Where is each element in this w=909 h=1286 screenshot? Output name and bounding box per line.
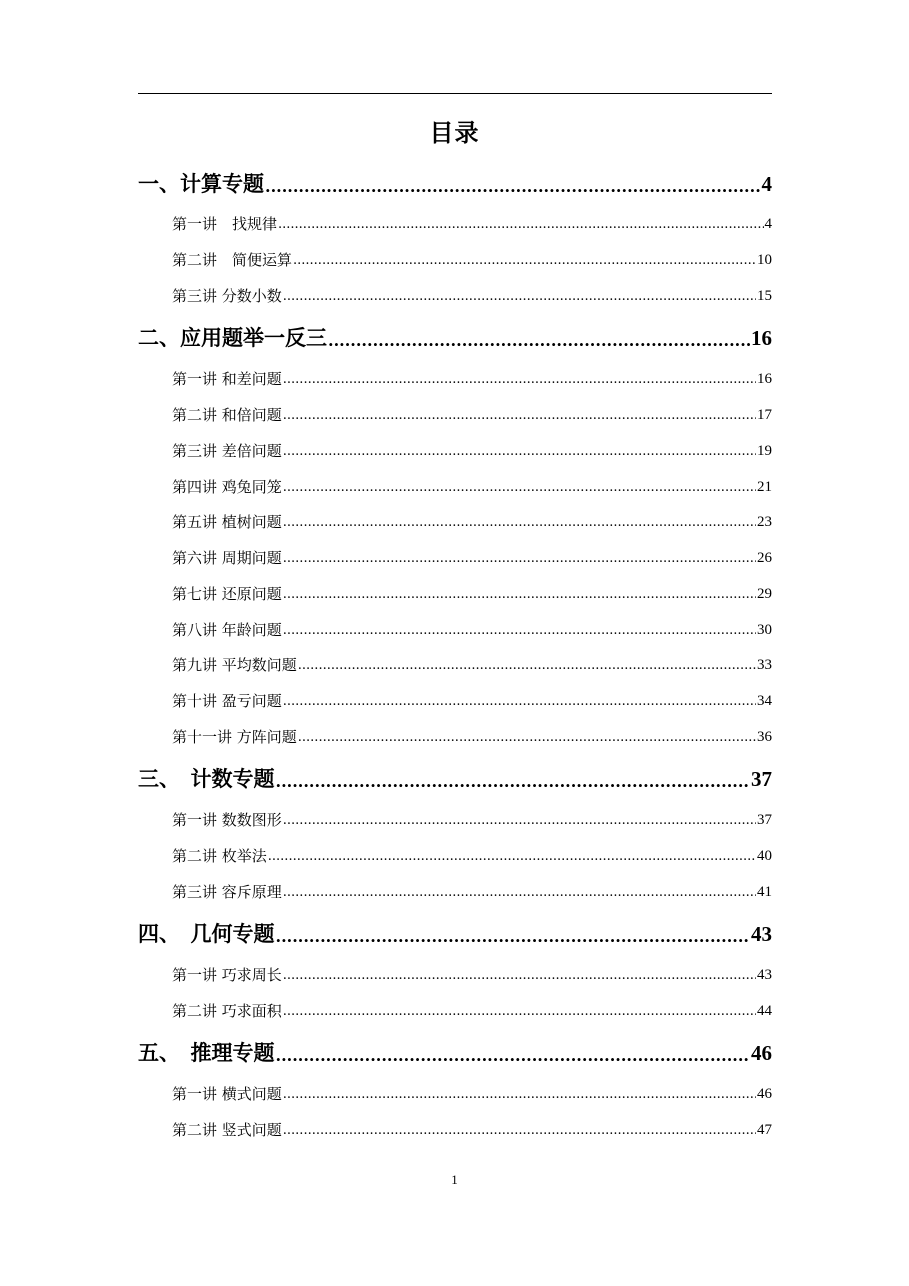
toc-entry-label: 第三讲 差倍问题: [172, 442, 282, 460]
toc-lecture[interactable]: [172, 617, 772, 641]
toc-entry-page: 36: [757, 729, 772, 745]
page-title: 目录: [429, 118, 480, 147]
toc-dot-leader: [276, 771, 751, 793]
toc-dot-leader: [328, 330, 750, 352]
toc-entry-label: 第一讲 和差问题: [172, 370, 282, 388]
toc-entry-label: 第二讲 巧求面积: [172, 1002, 282, 1020]
toc-entry-page: 23: [757, 514, 772, 530]
toc-dot-leader: [283, 287, 756, 307]
toc-entry-label: 第一讲 横式问题: [172, 1085, 282, 1103]
toc-entry-label: 第八讲 年龄问题: [172, 621, 282, 639]
toc-entry-label: 第二讲 简便运算: [172, 251, 293, 269]
toc-dot-leader: [283, 513, 756, 533]
toc-dot-leader: [283, 370, 756, 390]
header-rule: [138, 93, 772, 94]
toc-entry-label: 第一讲 巧求周长: [172, 966, 282, 984]
toc-entry-page: 47: [757, 1122, 772, 1138]
toc-entry-page: 40: [757, 848, 772, 864]
toc-entry-label: 五、 推理专题: [138, 1040, 275, 1065]
toc-dot-leader: [283, 585, 756, 605]
toc-lecture[interactable]: [172, 688, 772, 712]
toc-lecture[interactable]: [172, 843, 772, 867]
toc-lecture[interactable]: [172, 1081, 772, 1105]
toc-lecture[interactable]: [172, 652, 772, 676]
toc-entry-label: 第五讲 植树问题: [172, 513, 282, 531]
toc-lecture[interactable]: [172, 545, 772, 569]
toc-dot-leader: [298, 656, 756, 676]
page-number-footer: 1: [451, 1172, 458, 1187]
toc-entry-label: 第六讲 周期问题: [172, 549, 282, 567]
toc-entry-page: 29: [757, 586, 772, 602]
toc-lecture[interactable]: [172, 211, 772, 235]
toc-entry-label: 三、 计数专题: [138, 766, 275, 791]
toc-section-geometry[interactable]: [138, 918, 772, 948]
toc-lecture[interactable]: [172, 509, 772, 533]
toc-entry-page: 10: [757, 252, 772, 268]
toc-dot-leader: [283, 692, 756, 712]
toc-entry-label: 第一讲 数数图形: [172, 811, 282, 829]
toc-entry-page: 16: [757, 371, 772, 387]
toc-lecture[interactable]: [172, 283, 772, 307]
toc-dot-leader: [268, 847, 756, 867]
toc-entry-label: 第七讲 还原问题: [172, 585, 282, 603]
toc-entry-page: 15: [757, 288, 772, 304]
toc-dot-leader: [283, 883, 756, 903]
toc-entry-page: 33: [757, 657, 772, 673]
toc-dot-leader: [265, 176, 761, 198]
toc-entry-label: 第四讲 鸡兔同笼: [172, 478, 282, 496]
toc-entry-page: 34: [757, 693, 772, 709]
toc-entry-label: 第二讲 竖式问题: [172, 1121, 282, 1139]
toc-dot-leader: [283, 549, 756, 569]
toc-dot-leader: [283, 1085, 756, 1105]
toc-lecture[interactable]: [172, 998, 772, 1022]
toc-dot-leader: [298, 728, 756, 748]
toc-entry-page: 46: [751, 1041, 772, 1065]
toc-entry-page: 30: [757, 622, 772, 638]
toc-lecture[interactable]: [172, 581, 772, 605]
toc-entry-page: 17: [757, 407, 772, 423]
toc-section-word-problems[interactable]: [138, 322, 772, 352]
toc-entry-page: 41: [757, 884, 772, 900]
toc-entry-page: 44: [757, 1003, 772, 1019]
toc-lecture[interactable]: [172, 438, 772, 462]
toc-entry-label: 第九讲 平均数问题: [172, 656, 297, 674]
toc-entry-page: 16: [751, 326, 772, 350]
toc-entry-page: 43: [757, 967, 772, 983]
toc-entry-label: 四、 几何专题: [138, 921, 275, 946]
toc-entry-label: 二、应用题举一反三: [138, 325, 327, 350]
toc-section-counting[interactable]: [138, 763, 772, 793]
toc-entry-label: 第十一讲 方阵问题: [172, 728, 297, 746]
toc-lecture[interactable]: [172, 1117, 772, 1141]
toc-entry-page: 46: [757, 1086, 772, 1102]
toc-entry-page: 21: [757, 479, 772, 495]
toc-lecture[interactable]: [172, 807, 772, 831]
toc-dot-leader: [283, 442, 756, 462]
toc-dot-leader: [283, 406, 756, 426]
toc-entry-label: 第十讲 盈亏问题: [172, 692, 282, 710]
toc-entry-page: 43: [751, 922, 772, 946]
toc-entry-label: 第二讲 枚举法: [172, 847, 267, 865]
toc-entry-label: 第三讲 容斥原理: [172, 883, 282, 901]
toc-entry-page: 26: [757, 550, 772, 566]
toc-lecture[interactable]: [172, 366, 772, 390]
toc-lecture[interactable]: [172, 879, 772, 903]
toc-dot-leader: [276, 1045, 751, 1067]
toc-lecture[interactable]: [172, 474, 772, 498]
toc-entry-page: 37: [751, 767, 772, 791]
toc-entry-page: 19: [757, 443, 772, 459]
toc-dot-leader: [278, 215, 763, 235]
toc-dot-leader: [276, 926, 751, 948]
toc-entry-page: 4: [764, 216, 772, 232]
toc-entry-page: 37: [757, 812, 772, 828]
toc-entry-label: 一、计算专题: [138, 171, 264, 196]
toc-entry-label: 第二讲 和倍问题: [172, 406, 282, 424]
toc-lecture[interactable]: [172, 402, 772, 426]
toc-dot-leader: [293, 251, 756, 271]
toc-dot-leader: [283, 478, 756, 498]
toc-entry-page: 4: [761, 172, 772, 196]
toc-entry-label: 第一讲 找规律: [172, 215, 278, 233]
toc-section-calculation[interactable]: [138, 168, 772, 198]
toc-dot-leader: [283, 811, 756, 831]
toc-lecture[interactable]: [172, 247, 772, 271]
toc-lecture[interactable]: [172, 962, 772, 986]
toc-dot-leader: [283, 966, 756, 986]
toc-dot-leader: [283, 1121, 756, 1141]
toc-section-reasoning[interactable]: [138, 1037, 772, 1067]
toc-dot-leader: [283, 1002, 756, 1022]
toc-lecture[interactable]: [172, 724, 772, 748]
toc-entry-label: 第三讲 分数小数: [172, 287, 282, 305]
toc-dot-leader: [283, 621, 756, 641]
